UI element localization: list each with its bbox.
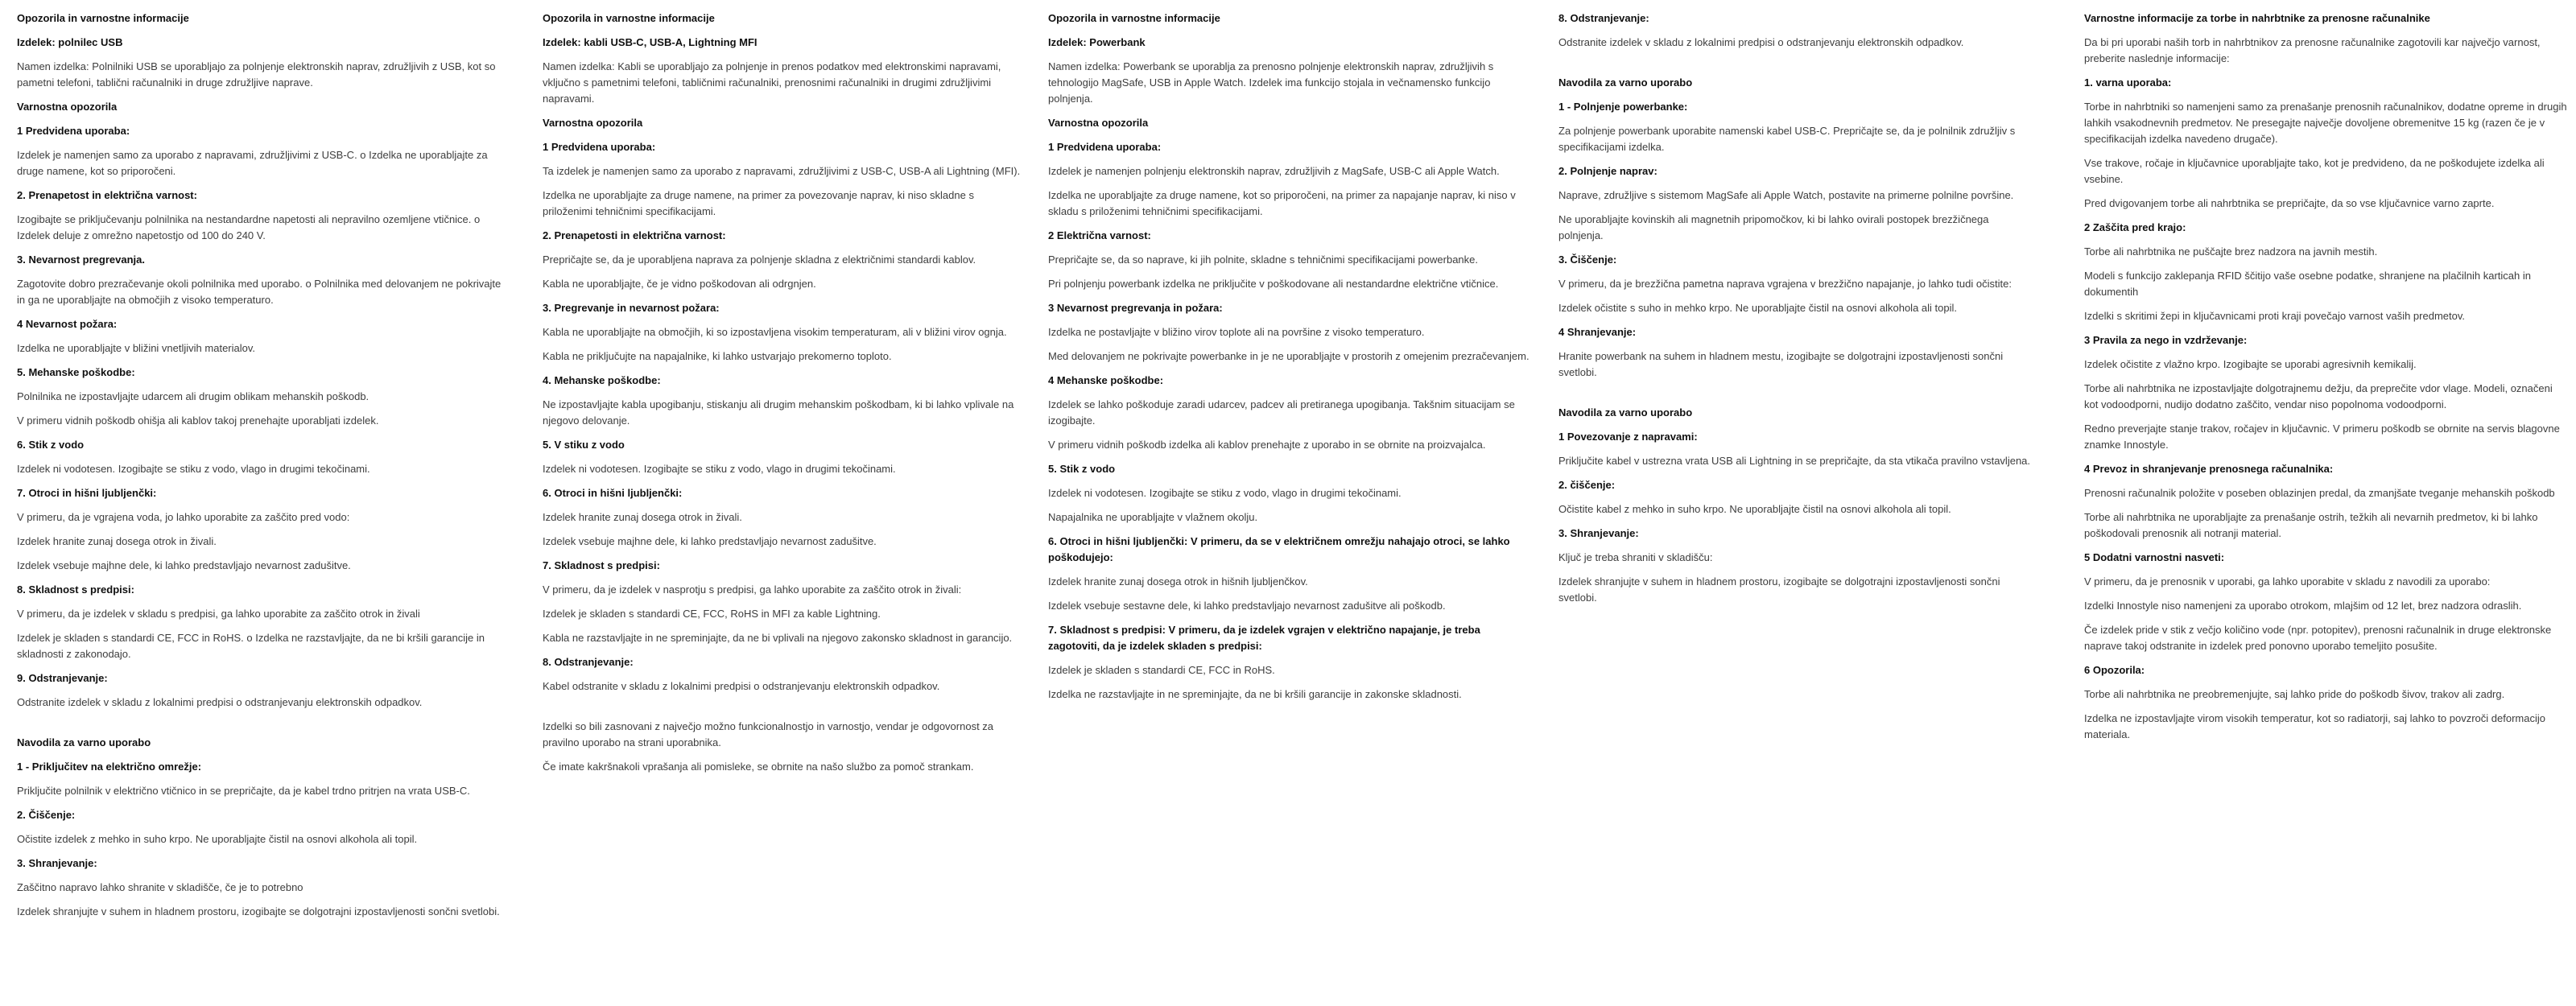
paragraph: V primeru vidnih poškodb ohišja ali kablov takoj prenehajte uporabljati izdelek. xyxy=(17,414,379,427)
paragraph: Izdelek hranite zunaj dosega otrok in živali. xyxy=(17,535,217,547)
section-heading: 2. Prenapetosti in električna varnost: xyxy=(543,229,726,241)
section-heading: 3. Nevarnost pregrevanja. xyxy=(17,254,145,266)
section-heading: 2 Električna varnost: xyxy=(1048,229,1151,241)
column-laptop-bags xyxy=(2084,10,2567,751)
paragraph: Modeli s funkcijo zaklepanja RFID ščitijo vaše osebne podatke, shranjene na plačilnih karticah in dokumentih xyxy=(2084,270,2531,298)
section-heading: 2 Zaščita pred krajo: xyxy=(2084,221,2186,233)
paragraph: Prepričajte se, da so naprave, ki jih polnite, skladne s tehničnimi specifikacijami powerbanke. xyxy=(1048,254,1478,266)
section-heading: Varnostne informacije za torbe in nahrbtnike za prenosne računalnike xyxy=(2084,12,2430,24)
section-heading: 3. Čiščenje: xyxy=(1558,254,1617,266)
section-heading: 5. V stiku z vodo xyxy=(543,439,625,451)
paragraph: Očistite izdelek z mehko in suho krpo. Ne uporabljajte čistil na osnovi alkohola ali topil. xyxy=(17,833,418,845)
paragraph: Vse trakove, ročaje in ključavnice uporabljajte tako, kot je predvideno, da ne poškodujete izdelka ali vsebine. xyxy=(2084,157,2545,185)
section-heading: 5 Dodatni varnostni nasveti: xyxy=(2084,551,2225,563)
paragraph: Izdelek je skladen s standardi CE, FCC in RoHS. o Izdelka ne razstavljajte, da ne bi kršili garancije in skladnosti z zakonodajo. xyxy=(17,632,485,660)
paragraph: Izdelek ni vodotesen. Izogibajte se stiku z vodo, vlago in drugimi tekočinami. xyxy=(543,463,896,475)
paragraph: Izdelek ni vodotesen. Izogibajte se stiku z vodo, vlago in drugimi tekočinami. xyxy=(17,463,370,475)
paragraph: Izdelka ne postavljajte v bližino virov toplote ali na površine z visoko temperaturo. xyxy=(1048,326,1425,338)
section-heading: 4 Prevoz in shranjevanje prenosnega računalnika: xyxy=(2084,463,2334,475)
paragraph: V primeru, da je brezžična pametna naprava vgrajena v brezžično napajanje, jo lahko tudi očistite: xyxy=(1558,278,2012,290)
section-heading: 4 Nevarnost požara: xyxy=(17,318,118,330)
paragraph: Zaščitno napravo lahko shranite v skladišče, če je to potrebno xyxy=(17,881,303,893)
paragraph: Izdelek očistite z vlažno krpo. Izogibajte se uporabi agresivnih kemikalij. xyxy=(2084,358,2417,370)
paragraph: Prepričajte se, da je uporabljena naprava za polnjenje skladna z električnimi standardi kablov. xyxy=(543,254,976,266)
section-heading: 1 Povezovanje z napravami: xyxy=(1558,431,1698,443)
column-cables xyxy=(543,10,1026,783)
paragraph: Kabla ne razstavljajte in ne spreminjajte, da ne bi vplivali na njegovo zakonsko skladnost in garancijo. xyxy=(543,632,1013,644)
paragraph: Prenosni računalnik položite v poseben oblazinjen predal, da zmanjšate tveganje mehanskih poškodb xyxy=(2084,487,2555,499)
section-heading: Varnostna opozorila xyxy=(1048,117,1149,129)
section-heading: Opozorila in varnostne informacije xyxy=(17,12,189,24)
paragraph: Izdelka ne uporabljajte v bližini vnetljivih materialov. xyxy=(17,342,256,354)
paragraph: Zagotovite dobro prezračevanje okoli polnilnika med uporabo. o Polnilnika med delovanjem ne pokrivajte in ga ne uporabljajte na območjih z visoko temperaturo. xyxy=(17,278,502,306)
section-heading: 2. Polnjenje naprav: xyxy=(1558,165,1657,177)
paragraph: Izdelka ne uporabljajte za druge namene, kot so priporočeni, na primer za napajanje naprav, ki niso v skladu s priloženimi tehničnimi specifikacijami. xyxy=(1048,189,1516,217)
paragraph: V primeru, da je izdelek v skladu s predpisi, ga lahko uporabite za zaščito otrok in živali xyxy=(17,608,420,620)
section-heading: 6. Otroci in hišni ljubljenčki: xyxy=(543,487,683,499)
paragraph: V primeru vidnih poškodb izdelka ali kablov prenehajte z uporabo in se obrnite na proizvajalca. xyxy=(1048,439,1486,451)
section-heading: 1 Predvidena uporaba: xyxy=(1048,141,1162,153)
section-heading: 3. Pregrevanje in nevarnost požara: xyxy=(543,302,720,314)
paragraph: Izdelka ne razstavljajte in ne spreminjajte, da ne bi kršili garancije in zakonske skladnosti. xyxy=(1048,688,1462,700)
section-heading: 2. čiščenje: xyxy=(1558,479,1616,491)
paragraph: Namen izdelka: Kabli se uporabljajo za polnjenje in prenos podatkov med elektronskimi napravami, vključno s pametnimi telefoni, tabličnimi računalniki, prenosnimi računalniki in drugimi združljivimi napravami. xyxy=(543,60,1001,105)
paragraph: Izdelek očistite s suho in mehko krpo. Ne uporabljajte čistil na osnovi alkohola ali topil. xyxy=(1558,302,1957,314)
paragraph: Med delovanjem ne pokrivajte powerbanke in je ne uporabljajte v prostorih z omejenim prezračevanjem. xyxy=(1048,350,1530,362)
paragraph: Namen izdelka: Polnilniki USB se uporabljajo za polnjenje elektronskih naprav, združljivih z USB, kot so pametni telefoni, tablični računalniki in druge združljive naprave. xyxy=(17,60,496,89)
paragraph: Izdelek vsebuje sestavne dele, ki lahko predstavljajo nevarnost zadušitve ali poškodb. xyxy=(1048,600,1446,612)
paragraph: Izdelek je namenjen polnjenju elektronskih naprav, združljivih z MagSafe, USB-C ali Apple Watch. xyxy=(1048,165,1500,177)
paragraph: Izdelek hranite zunaj dosega otrok in hišnih ljubljenčkov. xyxy=(1048,575,1308,588)
paragraph: Izdelek je skladen s standardi CE, FCC, RoHS in MFI za kable Lightning. xyxy=(543,608,881,620)
section-heading: Izdelek: kabli USB-C, USB-A, Lightning MFI xyxy=(543,36,758,48)
paragraph: Odstranite izdelek v skladu z lokalnimi predpisi o odstranjevanju elektronskih odpadkov. xyxy=(17,696,423,708)
paragraph: Kabla ne uporabljajte na območjih, ki so izpostavljena visokim temperaturam, ali v bližini virov ognja. xyxy=(543,326,1007,338)
paragraph: Priključite polnilnik v električno vtičnico in se prepričajte, da je kabel trdno pritrjen na vrata USB-C. xyxy=(17,785,470,797)
section-heading: Varnostna opozorila xyxy=(17,101,118,113)
paragraph: V primeru, da je izdelek v nasprotju s predpisi, ga lahko uporabite za zaščito otrok in živali: xyxy=(543,583,962,596)
paragraph: Polnilnika ne izpostavljajte udarcem ali drugim oblikam mehanskih poškodb. xyxy=(17,390,369,402)
paragraph: Torbe ali nahrbtnika ne uporabljajte za prenašanje ostrih, težkih ali nevarnih predmetov, ki bi lahko poškodovali prenosnik ali notranji material. xyxy=(2084,511,2538,539)
section-heading: 7. Skladnost s predpisi: xyxy=(543,559,660,571)
section-heading: 8. Odstranjevanje: xyxy=(1558,12,1649,24)
section-heading: 2. Prenapetost in električna varnost: xyxy=(17,189,197,201)
paragraph: Odstranite izdelek v skladu z lokalnimi predpisi o odstranjevanju elektronskih odpadkov. xyxy=(1558,36,1964,48)
paragraph: Izdelek vsebuje majhne dele, ki lahko predstavljajo nevarnost zadušitve. xyxy=(543,535,877,547)
section-heading: 8. Skladnost s predpisi: xyxy=(17,583,134,596)
paragraph: V primeru, da je vgrajena voda, jo lahko uporabite za zaščito pred vodo: xyxy=(17,511,350,523)
paragraph: Kabla ne priključujte na napajalnike, ki lahko ustvarjajo prekomerno toploto. xyxy=(543,350,892,362)
paragraph: Izdelek hranite zunaj dosega otrok in živali. xyxy=(543,511,742,523)
section-heading: 7. Skladnost s predpisi: V primeru, da je izdelek vgrajen v električno napajanje, je treba zagotoviti, da je izdelek skladen s predpisi: xyxy=(1048,624,1480,652)
paragraph: Ne izpostavljajte kabla upogibanju, stiskanju ali drugim mehanskim poškodbam, ki bi lahko vplivale na njegovo delovanje. xyxy=(543,398,1014,427)
section-heading: 6. Stik z vodo xyxy=(17,439,85,451)
paragraph: Torbe ali nahrbtnika ne puščajte brez nadzora na javnih mestih. xyxy=(2084,245,2378,258)
section-heading: Navodila za varno uporabo xyxy=(17,736,151,748)
paragraph: Izdelka ne izpostavljajte virom visokih temperatur, kot so radiatorji, saj lahko to povzroči deformacijo materiala. xyxy=(2084,712,2545,740)
paragraph: Izdelka ne uporabljajte za druge namene, na primer za povezovanje naprav, ki niso skladne s priloženimi tehničnimi specifikacijami. xyxy=(543,189,974,217)
paragraph: Torbe in nahrbtniki so namenjeni samo za prenašanje prenosnih računalnikov, dodatne opreme in drugih lahkih vsakodnevnih predmetov. Ne presegajte največje dovoljene obremenitve 15 kg (razen če je v specifikacijah izdelka navedeno drugače). xyxy=(2084,101,2567,145)
paragraph: Da bi pri uporabi naših torb in nahrbtnikov za prenosne računalnike zagotovili kar največjo varnost, preberite naslednje informacije: xyxy=(2084,36,2541,64)
section-heading: 3 Nevarnost pregrevanja in požara: xyxy=(1048,302,1223,314)
paragraph: Izdelki so bili zasnovani z največjo možno funkcionalnostjo in varnostjo, vendar je odgovornost za pravilno uporabo na strani uporabnika. xyxy=(543,720,994,748)
spacer xyxy=(17,719,506,735)
paragraph: Izogibajte se priključevanju polnilnika na nestandardne napetosti ali nepravilno ozemljene vtičnice. o Izdelek deluje z omrežno napetostjo od 100 do 240 V. xyxy=(17,213,481,241)
section-heading: Varnostna opozorila xyxy=(543,117,643,129)
column-usb-charger xyxy=(17,10,506,928)
section-heading: 7. Otroci in hišni ljubljenčki: xyxy=(17,487,157,499)
section-heading: 1 - Polnjenje powerbanke: xyxy=(1558,101,1688,113)
paragraph: Izdelki Innostyle niso namenjeni za uporabo otrokom, mlajšim od 12 let, brez nadzora odraslih. xyxy=(2084,600,2522,612)
section-heading: 4. Mehanske poškodbe: xyxy=(543,374,661,386)
paragraph: Torbe ali nahrbtnika ne preobremenjujte, saj lahko pride do poškodb šivov, trakov ali zadrg. xyxy=(2084,688,2505,700)
paragraph: Izdelek shranjujte v suhem in hladnem prostoru, izogibajte se dolgotrajni izpostavljenosti sončni svetlobi. xyxy=(1558,575,2000,604)
section-heading: 1. varna uporaba: xyxy=(2084,76,2172,89)
paragraph: Za polnjenje powerbank uporabite namenski kabel USB-C. Prepričajte se, da je polnilnik združljiv s specifikacijami izdelka. xyxy=(1558,125,2016,153)
paragraph: Izdelek je skladen s standardi CE, FCC in RoHS. xyxy=(1048,664,1275,676)
paragraph: Kabel odstranite v skladu z lokalnimi predpisi o odstranjevanju elektronskih odpadkov. xyxy=(543,680,940,692)
paragraph: Hranite powerbank na suhem in hladnem mestu, izogibajte se dolgotrajni izpostavljenosti sončni svetlobi. xyxy=(1558,350,2004,378)
spacer xyxy=(543,703,1026,719)
section-heading: 3 Pravila za nego in vzdrževanje: xyxy=(2084,334,2248,346)
section-heading: 9. Odstranjevanje: xyxy=(17,672,108,684)
paragraph: Redno preverjajte stanje trakov, ročajev in ključavnic. V primeru poškodb se obrnite na servis blagovne znamke Innostyle. xyxy=(2084,423,2560,451)
paragraph: Ta izdelek je namenjen samo za uporabo z napravami, združljivimi z USB-C, USB-A ali Lightning (MFI). xyxy=(543,165,1021,177)
paragraph: Izdelek vsebuje majhne dele, ki lahko predstavljajo nevarnost zadušitve. xyxy=(17,559,351,571)
paragraph: Ključ je treba shraniti v skladišču: xyxy=(1558,551,1713,563)
paragraph: V primeru, da je prenosnik v uporabi, ga lahko uporabite v skladu z navodili za uporabo: xyxy=(2084,575,2491,588)
paragraph: Izdelek je namenjen samo za uporabo z napravami, združljivimi z USB-C. o Izdelka ne uporabljajte za druge namene, kot so priporočeni. xyxy=(17,149,488,177)
section-heading: 5. Stik z vodo xyxy=(1048,463,1116,475)
paragraph: Izdelek se lahko poškoduje zaradi udarcev, padcev ali pretiranega upogibanja. Takšnim situacijam se izogibajte. xyxy=(1048,398,1515,427)
paragraph: Izdelek shranjujte v suhem in hladnem prostoru, izogibajte se dolgotrajni izpostavljenosti sončni svetlobi. xyxy=(17,905,500,917)
paragraph: Priključite kabel v ustrezna vrata USB ali Lightning in se prepričajte, da sta vtikača pravilno vstavljena. xyxy=(1558,455,2031,467)
section-heading: Opozorila in varnostne informacije xyxy=(1048,12,1220,24)
section-heading: Navodila za varno uporabo xyxy=(1558,406,1693,418)
section-heading: Izdelek: polnilec USB xyxy=(17,36,123,48)
section-heading: 4 Mehanske poškodbe: xyxy=(1048,374,1164,386)
section-heading: Opozorila in varnostne informacije xyxy=(543,12,715,24)
section-heading: 3. Shranjevanje: xyxy=(17,857,97,869)
paragraph: Če izdelek pride v stik z večjo količino vode (npr. potopitev), prenosni računalnik in druge elektronske naprave takoj odstranite in izdelek pred ponovno uporabo temeljito posušite. xyxy=(2084,624,2552,652)
paragraph: Če imate kakršnakoli vprašanja ali pomisleke, se obrnite na našo službo za pomoč strankam. xyxy=(543,761,974,773)
column-powerbank xyxy=(1048,10,1531,711)
paragraph: Izdelek ni vodotesen. Izogibajte se stiku z vodo, vlago in drugimi tekočinami. xyxy=(1048,487,1402,499)
section-heading: 8. Odstranjevanje: xyxy=(543,656,634,668)
section-heading: 2. Čiščenje: xyxy=(17,809,76,821)
section-heading: 5. Mehanske poškodbe: xyxy=(17,366,135,378)
section-heading: 1 Predvidena uporaba: xyxy=(543,141,656,153)
paragraph: Očistite kabel z mehko in suho krpo. Ne uporabljajte čistil na osnovi alkohola ali topil. xyxy=(1558,503,1951,515)
paragraph: Namen izdelka: Powerbank se uporablja za prenosno polnjenje elektronskih naprav, združljivih s tehnologijo MagSafe, USB in Apple Watch. Izdelek ima funkcijo stojala in večnamensko funkcijo polnjenja. xyxy=(1048,60,1494,105)
section-heading: Izdelek: Powerbank xyxy=(1048,36,1146,48)
section-heading: 3. Shranjevanje: xyxy=(1558,527,1639,539)
column-powerbank-continued xyxy=(1558,10,2035,614)
paragraph: Pri polnjenju powerbank izdelka ne priključite v poškodovane ali nestandardne električne vtičnice. xyxy=(1048,278,1499,290)
section-heading: 6 Opozorila: xyxy=(2084,664,2145,676)
paragraph: Torbe ali nahrbtnika ne izpostavljajte dolgotrajnemu dežju, da preprečite vdor vlage. Modeli, označeni kot vodoodporni, nudijo dodatno zaščito, vendar niso popolnoma vodoodporni. xyxy=(2084,382,2553,410)
section-heading: 1 Predvidena uporaba: xyxy=(17,125,130,137)
paragraph: Napajalnika ne uporabljajte v vlažnem okolju. xyxy=(1048,511,1258,523)
paragraph: Ne uporabljajte kovinskih ali magnetnih pripomočkov, ki bi lahko ovirali postopek brezžičnega polnjenja. xyxy=(1558,213,1989,241)
paragraph: Pred dvigovanjem torbe ali nahrbtnika se prepričajte, da so vse ključavnice varno zaprte. xyxy=(2084,197,2495,209)
section-heading: 1 - Priključitev na električno omrežje: xyxy=(17,761,202,773)
spacer xyxy=(1558,59,2035,75)
spacer xyxy=(1558,389,2035,405)
paragraph: Naprave, združljive s sistemom MagSafe ali Apple Watch, postavite na primerne polnilne površine. xyxy=(1558,189,2014,201)
paragraph: Izdelki s skritimi žepi in ključavnicami proti kraji povečajo varnost vaših predmetov. xyxy=(2084,310,2465,322)
section-heading: 4 Shranjevanje: xyxy=(1558,326,1637,338)
section-heading: Navodila za varno uporabo xyxy=(1558,76,1693,89)
paragraph: Kabla ne uporabljajte, če je vidno poškodovan ali odrgnjen. xyxy=(543,278,816,290)
section-heading: 6. Otroci in hišni ljubljenčki: V primeru, da se v električnem omrežju nahajajo otroci, se lahko poškodujejo: xyxy=(1048,535,1510,563)
